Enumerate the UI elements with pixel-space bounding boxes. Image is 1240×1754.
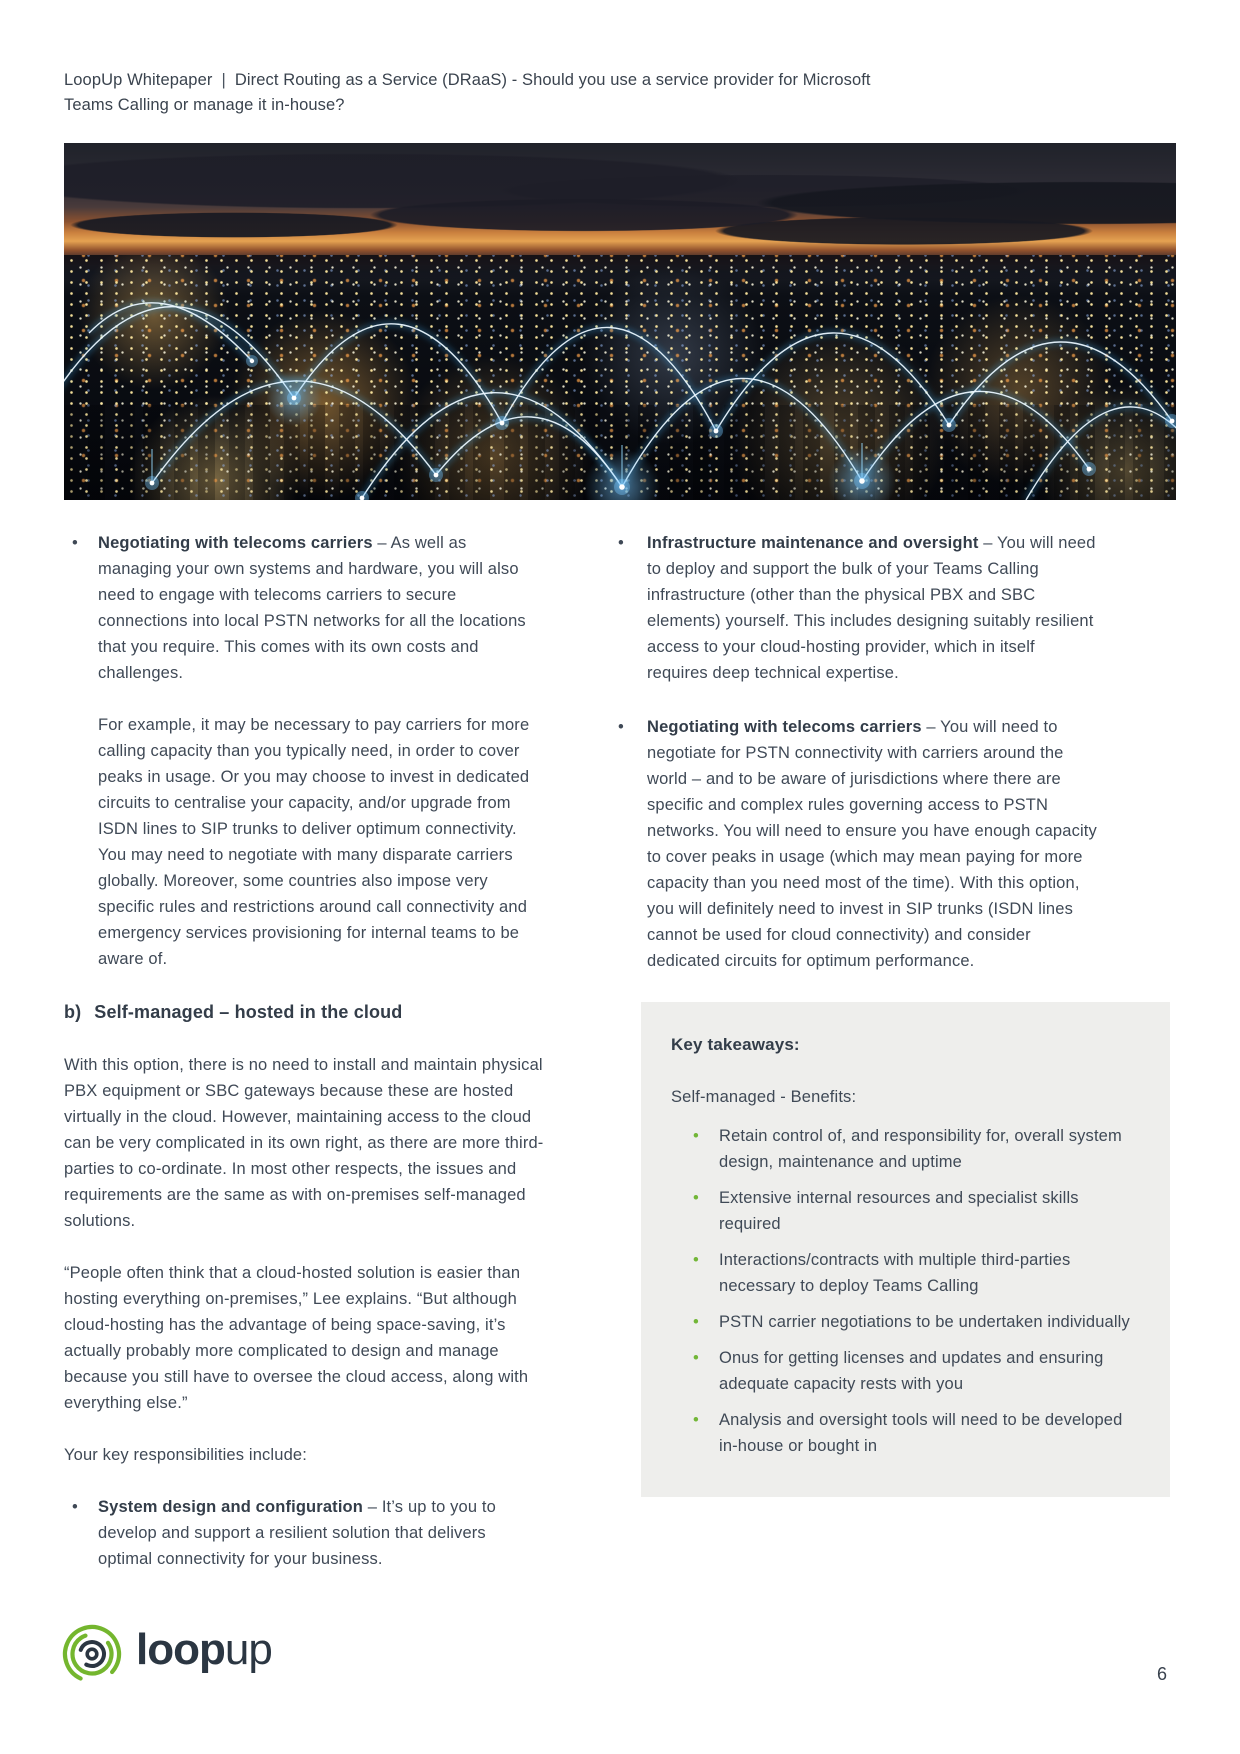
header-title: Direct Routing as a Service (DRaaS) - Should you use a service provider for Microsoft Teams Calling or manage it in-house? (64, 71, 871, 114)
paragraph-for-example: For example, it may be necessary to pay carriers for more calling capacity than you typically need, in order to cover peaks in usage. Or you may choose to invest in dedicated circuits to centralise your capacity, and/or upgrade from ISDN lines to SIP trunks to deliver optimum connectivity. You may need to negotiate with many disparate carriers globally. Moreover, some countries also impose very specific rules and restrictions around call connectivity and emergency services provisioning for internal teams to be aware of. (98, 716, 530, 968)
bullet-item-negotiating-onprem (64, 530, 544, 686)
loopup-swirl-icon (62, 1624, 122, 1684)
wordmark-loop: loop (136, 1625, 225, 1674)
right-column (608, 530, 1176, 1497)
section-heading-text: Self-managed – hosted in the cloud (94, 1002, 403, 1022)
header-divider: | (221, 71, 226, 89)
section-heading-prefix: b) (64, 1002, 82, 1022)
bullet-item-system-design (64, 1494, 544, 1572)
takeaway-item: • Extensive internal resources and specialist skills required (671, 1185, 1140, 1237)
takeaway-item: • Interactions/contracts with multiple third-parties necessary to deploy Teams Calling (671, 1247, 1140, 1299)
takeaway-item: • Retain control of, and responsibility for, overall system design, maintenance and uptime (671, 1123, 1140, 1175)
bullet-body-text: – It’s up to you to develop and support a resilient solution that delivers optimal connectivity for your business. (98, 1498, 496, 1568)
section-heading-self-managed-cloud (64, 998, 544, 1026)
takeaway-item: • PSTN carrier negotiations to be undertaken individually (671, 1309, 1140, 1335)
header (64, 68, 894, 118)
bullet-body-text: – You will need to negotiate for PSTN connectivity with carriers around the world – and to be aware of jurisdictions where there are specific and complex rules governing access to PSTN networks. You will need to ensure you have enough capacity to cover peaks in usage (which may mean paying for more capacity than you need most of the time). With this option, you will definitely need to invest in SIP trunks (ISDN lines cannot be used for cloud connectivity) and consider dedicated circuits for optimum performance. (647, 718, 1097, 970)
loopup-logo (62, 1624, 272, 1684)
takeaway-item: • Onus for getting licenses and updates and ensuring adequate capacity rests with you (671, 1345, 1140, 1397)
header-brand: LoopUp Whitepaper (64, 71, 213, 89)
loopup-wordmark (136, 1625, 272, 1680)
page-number: 6 (1157, 1664, 1168, 1684)
bullet-lead-bold: Negotiating with telecoms carriers (98, 534, 373, 552)
paragraph-with-this-option: With this option, there is no need to install and maintain physical PBX equipment or SBC gateways because these are hosted virtually in the cloud. However, maintaining access to the cloud can be very complicated in its own right, as there are more third-parties to co-ordinate. In most other respects, the issues and requirements are the same as with on-premises self-managed solutions. (64, 1056, 544, 1230)
bullet-lead-bold: Negotiating with telecoms carriers (647, 718, 922, 736)
bullet-item-negotiating-cloud (608, 714, 1097, 974)
bullet-body-text: – You will need to deploy and support the bulk of your Teams Calling infrastructure (other than the physical PBX and SBC elements) yourself. This includes designing suitably resilient access to your cloud-hosting provider, which in itself requires deep technical expertise. (647, 534, 1096, 682)
takeaways-list (671, 1123, 1140, 1459)
wordmark-up: up (224, 1625, 272, 1674)
hero-network-arcs (64, 143, 1176, 500)
takeaway-item: • Analysis and oversight tools will need to be developed in-house or bought in (671, 1407, 1140, 1459)
left-column (64, 530, 544, 1598)
bullet-lead-bold: Infrastructure maintenance and oversight (647, 534, 979, 552)
takeaways-title: Key takeaways: (671, 1035, 800, 1054)
takeaways-subtitle: Self-managed - Benefits: (671, 1088, 857, 1106)
paragraph-responsibilities: Your key responsibilities include: (64, 1446, 307, 1464)
paragraph-lee-quote: “People often think that a cloud-hosted solution is easier than hosting everything on-premises,” Lee explains. “But although cloud-hosting has the advantage of being space-saving, it’s actually probably more complicated to design and manage because you still have to oversee the cloud access, along with everything else.” (64, 1264, 529, 1412)
bullet-item-infrastructure (608, 530, 1097, 686)
bullet-lead-bold: System design and configuration (98, 1498, 364, 1516)
hero-image (64, 143, 1176, 500)
key-takeaways-box (641, 1002, 1170, 1497)
bullet-body-text: – As well as managing your own systems and hardware, you will also need to engage with telecoms carriers to secure connections into local PSTN networks for all the locations that you require. This comes with its own costs and challenges. (98, 534, 526, 682)
